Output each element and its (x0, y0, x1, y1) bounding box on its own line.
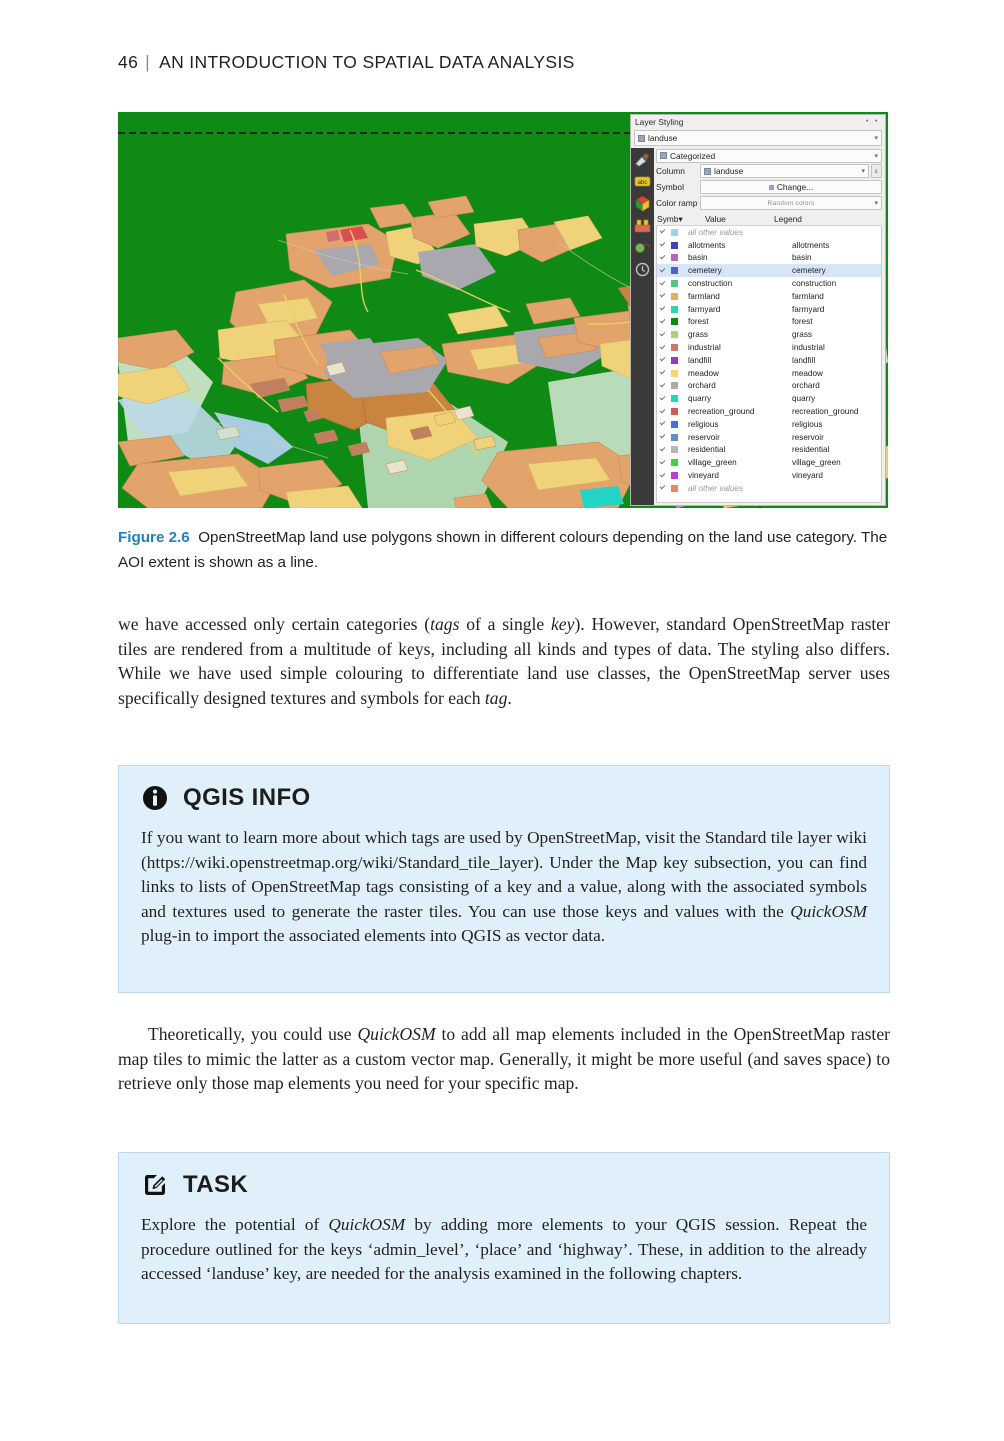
category-value: industrial (688, 343, 721, 353)
category-swatch-icon[interactable] (671, 254, 678, 261)
column-label: Column (656, 166, 685, 176)
category-checkbox[interactable] (659, 241, 667, 249)
category-legend: grass (792, 330, 813, 340)
task-callout (118, 1152, 890, 1324)
category-row[interactable] (657, 341, 881, 354)
category-swatch-icon[interactable] (671, 421, 678, 428)
color-ramp-combo[interactable] (700, 196, 882, 210)
masks-icon[interactable] (633, 216, 652, 235)
symbol-change-label: Change... (776, 182, 814, 192)
category-legend: orchard (792, 381, 820, 391)
color-ramp-value: Random colors (767, 199, 815, 207)
chevron-down-icon[interactable]: ▾ (874, 135, 878, 142)
category-row[interactable] (657, 392, 881, 405)
layer-icon (638, 135, 645, 142)
category-legend: landfill (792, 355, 816, 365)
category-value: all other values (688, 483, 744, 493)
category-row[interactable] (657, 405, 881, 418)
category-row[interactable] (657, 456, 881, 469)
category-row[interactable] (657, 252, 881, 265)
figure-2-6 (118, 112, 888, 508)
category-legend: vineyard (792, 471, 823, 481)
column-row (656, 164, 882, 178)
category-row[interactable] (657, 431, 881, 444)
page-number: 46 (118, 52, 139, 72)
body-paragraph-1: we have accessed only certain categories (tags of a single key). However, standard OpenStreetMap raster tiles are rendered from a multitude of keys, including all kinds and types of data. The styling also differs. While we have used simple colouring to differentiate land use classes, the OpenStreetMap server uses specifically designed textures and symbols for each tag. (118, 614, 890, 708)
layer-selector-combo[interactable] (634, 130, 882, 146)
panel-window-buttons[interactable] (866, 120, 881, 124)
history-icon[interactable] (633, 260, 652, 279)
col-header-value[interactable]: Value (705, 213, 726, 224)
3d-view-icon[interactable] (633, 238, 652, 257)
category-swatch-icon[interactable] (671, 267, 678, 274)
float-icon[interactable]: • (866, 118, 869, 125)
category-checkbox[interactable] (659, 344, 667, 352)
symbol-label: Symbol (656, 182, 684, 192)
category-swatch-icon[interactable] (671, 485, 678, 492)
category-checkbox[interactable] (659, 472, 667, 480)
category-row[interactable] (657, 482, 881, 495)
category-swatch-icon[interactable] (671, 280, 678, 287)
category-value: all other values (688, 227, 744, 237)
running-head (118, 52, 575, 73)
qgis-info-callout (118, 765, 890, 993)
category-value: farmyard (688, 304, 721, 314)
category-swatch-icon[interactable] (671, 318, 678, 325)
category-legend: farmland (792, 291, 824, 301)
category-legend: village_green (792, 458, 841, 468)
category-checkbox[interactable] (659, 369, 667, 377)
category-row[interactable] (657, 418, 881, 431)
category-row[interactable] (657, 277, 881, 290)
category-swatch-icon[interactable] (671, 242, 678, 249)
chevron-down-icon[interactable]: ▾ (861, 168, 865, 175)
category-swatch-icon[interactable] (671, 344, 678, 351)
figure-caption-label: Figure 2.6 (118, 529, 190, 546)
renderer-icon (660, 152, 667, 159)
category-value: quarry (688, 394, 712, 404)
symbol-change-button[interactable] (700, 180, 882, 194)
task-body: Explore the potential of QuickOSM by adding more elements to your QGIS session. Repeat the procedure outlined for the keys ‘admin_level’, ‘place’ and ‘highway’. These, in addition to the already accessed ‘landuse’ key, are needed for the analysis examined in the following chapters. (141, 1215, 868, 1283)
diagrams-icon[interactable] (633, 194, 652, 213)
categories-table-header (656, 212, 882, 226)
category-swatch-icon[interactable] (671, 293, 678, 300)
figure-caption-text: OpenStreetMap land use polygons shown in different colours depending on the land use category. The AOI extent is shown as a line. (118, 529, 888, 571)
category-checkbox[interactable] (659, 280, 667, 288)
category-swatch-icon[interactable] (671, 408, 678, 415)
category-swatch-icon[interactable] (671, 382, 678, 389)
category-value: reservoir (688, 432, 720, 442)
category-checkbox[interactable] (659, 484, 667, 492)
running-head-separator: | (145, 52, 151, 72)
expression-button[interactable]: ε (871, 164, 882, 178)
body-paragraph-2: Theoretically, you could use QuickOSM to add all map elements included in the OpenStreetMap raster map tiles to mimic the latter as a custom vector map. Generally, it might be more useful (and saves space) to retrieve only those map elements you need for your specific map. (118, 1024, 890, 1094)
category-legend: quarry (792, 394, 816, 404)
category-swatch-icon[interactable] (671, 331, 678, 338)
qgis-info-body: If you want to learn more about which tags are used by OpenStreetMap, visit the Standard tile layer wiki (https://wiki.openstreetmap.org/wiki/Standard_tile_layer). Under the Map key subsection, you can find links to lists of OpenStreetMap tags consisting of a key and a value, along with the associated symbols and textures used to generate the raster tiles. You can use those keys and values with the QuickOSM plug-in to import the associated elements into QGIS as vector data. (141, 828, 867, 945)
category-value: recreation_ground (688, 407, 755, 417)
symbol-swatch-icon (769, 185, 774, 190)
category-row[interactable] (657, 316, 881, 329)
task-title: TASK (183, 1171, 249, 1198)
symbol-row (656, 180, 882, 194)
category-swatch-icon[interactable] (671, 306, 678, 313)
category-checkbox[interactable] (659, 395, 667, 403)
category-legend: residential (792, 445, 830, 455)
category-value: vineyard (688, 471, 719, 481)
column-value: landuse (714, 166, 744, 176)
category-legend: construction (792, 279, 837, 289)
category-value: meadow (688, 368, 719, 378)
category-value: construction (688, 279, 733, 289)
categories-list[interactable] (656, 226, 882, 503)
category-legend: cemetery (792, 266, 826, 276)
color-ramp-row (656, 196, 882, 210)
category-swatch-icon[interactable] (671, 446, 678, 453)
category-checkbox[interactable] (659, 382, 667, 390)
category-row[interactable] (657, 444, 881, 457)
chevron-down-icon[interactable]: ▾ (874, 152, 878, 160)
styling-tabs-toolbar[interactable] (631, 148, 654, 505)
category-value: forest (688, 317, 709, 327)
category-row[interactable] (657, 380, 881, 393)
category-row[interactable] (657, 264, 881, 277)
layer-selector-value: landuse (648, 133, 678, 143)
category-legend: meadow (792, 368, 823, 378)
panel-title-label: Layer Styling (635, 117, 684, 127)
figure-caption (118, 525, 890, 575)
category-row[interactable] (657, 469, 881, 482)
category-swatch-icon[interactable] (671, 472, 678, 479)
qgis-info-header (141, 784, 867, 812)
category-checkbox[interactable] (659, 459, 667, 467)
category-value: village_green (688, 458, 737, 468)
category-value: cemetery (688, 266, 722, 276)
category-legend: religious (792, 419, 823, 429)
qgis-info-title: QGIS INFO (183, 784, 311, 811)
panel-body (631, 148, 885, 505)
category-checkbox[interactable] (659, 408, 667, 416)
layer-styling-panel[interactable] (630, 114, 886, 506)
col-header-symbol[interactable]: Symb▾ (657, 213, 683, 224)
category-value: religious (688, 419, 719, 429)
category-legend: industrial (792, 343, 825, 353)
category-row[interactable] (657, 328, 881, 341)
category-checkbox[interactable] (659, 446, 667, 454)
category-value: basin (688, 253, 708, 263)
category-legend: allotments (792, 240, 830, 250)
pencil-square-icon (141, 1171, 169, 1199)
close-icon[interactable]: • (875, 118, 878, 125)
category-swatch-icon[interactable] (671, 459, 678, 466)
category-legend: forest (792, 317, 813, 327)
renderer-row (656, 149, 882, 162)
category-value: orchard (688, 381, 716, 391)
category-swatch-icon[interactable] (671, 395, 678, 402)
panel-title-bar (631, 115, 885, 129)
running-head-title: AN INTRODUCTION TO SPATIAL DATA ANALYSIS (159, 52, 575, 72)
column-combo[interactable] (700, 164, 869, 178)
category-checkbox[interactable] (659, 254, 667, 262)
category-row[interactable] (657, 303, 881, 316)
styling-controls (654, 148, 885, 505)
category-checkbox[interactable] (659, 420, 667, 428)
category-legend: reservoir (792, 432, 824, 442)
category-value: farmland (688, 291, 720, 301)
category-row[interactable] (657, 290, 881, 303)
category-legend: basin (792, 253, 812, 263)
category-legend: recreation_ground (792, 407, 859, 417)
category-checkbox[interactable] (659, 267, 667, 275)
category-legend: farmyard (792, 304, 825, 314)
category-checkbox[interactable] (659, 228, 667, 236)
field-icon (704, 168, 711, 175)
category-checkbox[interactable] (659, 433, 667, 441)
category-checkbox[interactable] (659, 292, 667, 300)
category-value: grass (688, 330, 709, 340)
category-value: residential (688, 445, 726, 455)
chevron-down-icon[interactable]: ▾ (874, 200, 878, 207)
category-row[interactable] (657, 354, 881, 367)
category-value: landfill (688, 355, 712, 365)
category-checkbox[interactable] (659, 331, 667, 339)
task-header (141, 1171, 867, 1199)
category-checkbox[interactable] (659, 305, 667, 313)
category-swatch-icon[interactable] (671, 229, 678, 236)
category-swatch-icon[interactable] (671, 357, 678, 364)
category-row[interactable] (657, 367, 881, 380)
renderer-value: Categorized (670, 150, 716, 161)
category-row[interactable] (657, 239, 881, 252)
category-row[interactable] (657, 226, 881, 239)
labels-icon[interactable] (633, 172, 652, 191)
info-circle-icon (141, 784, 169, 812)
svg-text:abc: abc (637, 180, 648, 186)
category-swatch-icon[interactable] (671, 434, 678, 441)
category-checkbox[interactable] (659, 356, 667, 364)
symbology-icon[interactable] (633, 150, 652, 169)
renderer-combo[interactable] (656, 149, 882, 163)
category-swatch-icon[interactable] (671, 370, 678, 377)
category-value: allotments (688, 240, 726, 250)
col-header-legend[interactable]: Legend (774, 213, 802, 224)
color-ramp-label: Color ramp (656, 198, 698, 208)
category-checkbox[interactable] (659, 318, 667, 326)
